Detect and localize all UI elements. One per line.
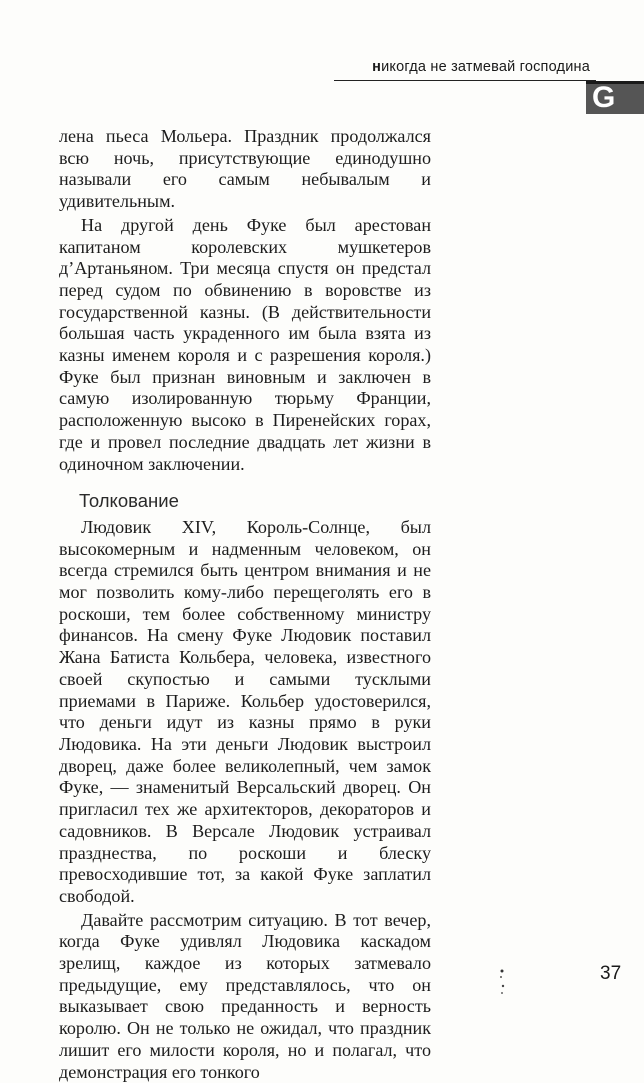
ink-speck [498,968,506,996]
running-header [334,55,596,81]
paragraph: Давайте рассмотрим ситуацию. В тот вечер, когда Фуке удивлял Людовика каскадом зрелищ, каждое из которых затмевало предыдущие, ему представлялось, что он выказывает свою преданность и верность королю. Он не только не ожидал, что праздник лишит его милости короля, но и полагал, что демонстрация его тонкого [59,909,431,1082]
page-number: 37 [600,963,622,984]
chapter-tab-letter: G [592,81,616,114]
paragraph: На другой день Фуке был арестован капитаном королевских мушкетеров д’Артаньяном. Три месяца спустя он предстал перед судом по обвинению в воровстве из государственной казны. (В действительности большая часть украденного им была взята из казны именем короля и с разрешения короля.) Фуке был признан виновным и заключен в самую изолированную тюрьму Франции, расположенную высоко в Пиренейских горах, где и провел последние двадцать лет жизни в одиночном заключении. [59,214,431,474]
running-header-title [372,59,590,75]
body-text [59,126,431,1083]
header-first-letter: н [372,59,382,75]
header-rule [334,80,596,81]
paragraph: лена пьеса Мольера. Праздник продолжался всю ночь, присутствующие единодушно называли его самым небывалым и удивительным. [59,126,431,212]
section-title: Толкование [79,490,179,512]
paragraph: Людовик XIV, Король-Солнце, был высокомерным и надменным человеком, он всегда стремился быть центром внимания и не мог позволить кому-либо перещеголять его в роскоши, тем более собственному министру финансов. На смену Фуке Людовик поставил Жана Батиста Кольбера, человека, известного своей скупостью и самыми тусклыми приемами в Париже. Кольбер удостоверился, что деньги идут из казны прямо в руки Людовика. На эти деньги Людовик выстроил дворец, даже более великолепный, чем замок Фуке, — знаменитый Версальский дворец. Он пригласил тех же архитекторов, декораторов и садовников. В Версале Людовик устраивал празднества, по роскоши и блеску превосходившие тот, за какой Фуке заплатил свободой. [59,516,431,906]
header-title-rest: икогда не затмевай господина [381,59,590,75]
chapter-tab [586,81,644,114]
